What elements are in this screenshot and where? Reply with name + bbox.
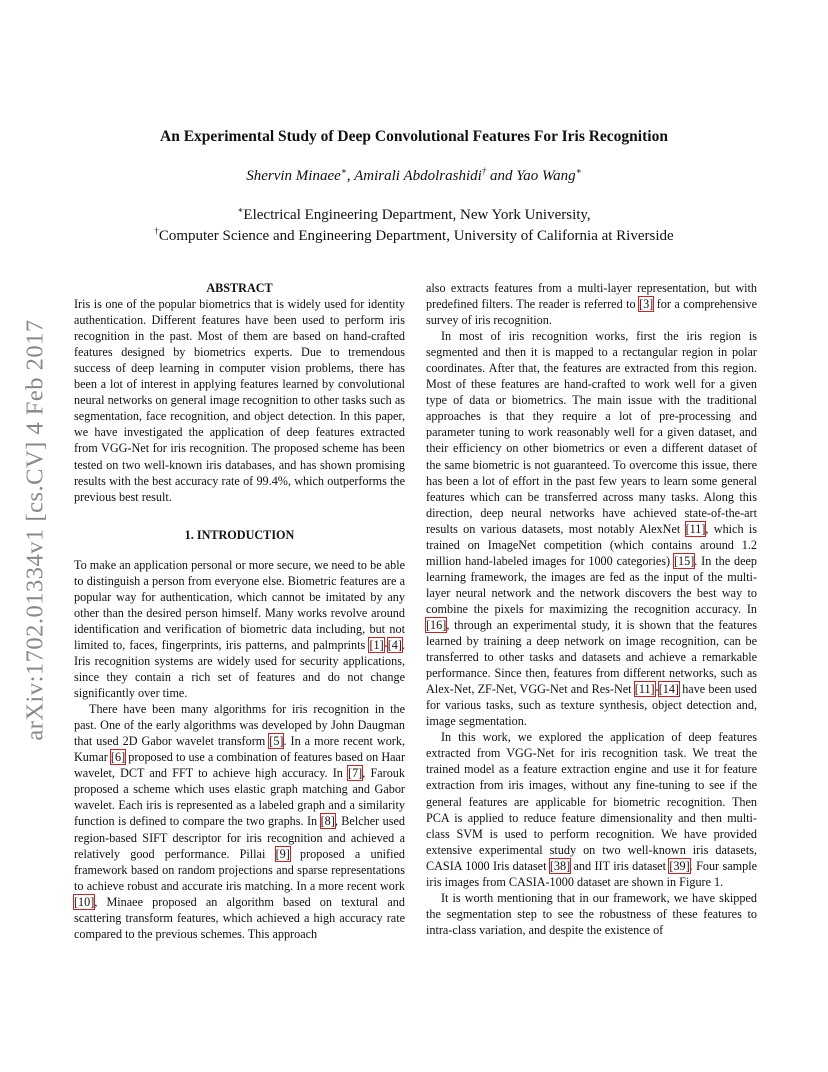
text-run: also extracts features from a multi-layer representation, but with predefined filters. The reader is referred to — [426, 281, 757, 312]
author-1: Shervin Minaee — [246, 168, 341, 184]
right-column — [426, 280, 757, 938]
author-1-mark: ∗ — [340, 166, 347, 176]
text-run: , Belcher used region-based SIFT descriptor for iris recognition and achieved a relatively good performance. Pillai — [74, 814, 405, 861]
intro-paragraph-2 — [74, 701, 405, 942]
citation-link[interactable]: [9] — [275, 846, 290, 861]
citation-link[interactable]: [11] — [634, 682, 655, 697]
affiliation-1-mark: ∗ — [237, 205, 244, 215]
affiliation-2-text: Computer Science and Engineering Department, University of California at Riverside — [158, 228, 674, 244]
abstract-text: Iris is one of the popular biometrics that is widely used for identity authentication. Different features have been used to perform iris recognition in the past. Most of them are based on hand-crafted features designed by biometrics experts. Due to tremendous success of deep learning in computer vision problems, there has been a lot of interest in applying features learned by convolutional neural networks on general image recognition to other tasks such as segmentation, face recognition, and object detection. In this paper, we have investigated the application of deep features extracted from VGG-Net for iris recognition. The proposed scheme has been tested on two well-known iris databases, and has shown promising results with the best accuracy rate of 99.4%, which outperforms the previous best result. — [74, 297, 405, 504]
citation-link[interactable]: [16] — [426, 617, 447, 632]
paper-title: An Experimental Study of Deep Convolutional Features For Iris Recognition — [160, 128, 668, 145]
citation-link[interactable]: [5] — [269, 734, 284, 749]
citation-link[interactable]: [8] — [320, 814, 335, 829]
affiliation-2-mark: † — [154, 226, 159, 236]
citation-link[interactable]: [10] — [74, 894, 95, 909]
arxiv-stamp-text: arXiv:1702.01334v1 [cs.CV] 4 Feb 2017 — [22, 319, 50, 741]
affiliations — [0, 205, 828, 247]
citation-link[interactable]: [4] — [387, 637, 402, 652]
intro-paragraph-3 — [426, 280, 757, 328]
intro-paragraph-6: It is worth mentioning that in our framework, we have skipped the segmentation step to see the robustness of these features to intra-class variation, and despite the existence of — [426, 890, 757, 937]
citation-link[interactable]: [11] — [685, 521, 706, 536]
citation-link[interactable]: [15] — [673, 553, 695, 568]
text-run: - — [654, 682, 659, 697]
text-run: In most of iris recognition works, first the iris region is segmented and then it is mapped to a rectangular region in polar coordinates. After that, the features are extracted from this region. Most of these features are hand-crafted to work well for a given type of data or biometrics. The main issue with the traditional approaches is that they require a lot of pre-processing and parameter tuning to work reasonably well for a given dataset, and their efficiency on other biometrics or even a different dataset of the same biometric is not guaranteed. To overcome this issue, there has been a lot of effort in the past few years to learn some general features which can be transferred across many tasks. Along this direction, deep neural networks have achieved state-of-the-art results on various datasets, most notably AlexNet — [426, 329, 757, 536]
citation-link[interactable]: [1] — [369, 637, 384, 652]
author-3: Yao Wang — [516, 168, 576, 184]
introduction-heading: 1. INTRODUCTION — [184, 527, 295, 542]
abstract-heading: ABSTRACT — [206, 281, 273, 295]
text-run: . In the deep learning framework, the images are fed as the input of the multi-layer neural network and the network discovers the best way to combine the pixels for maximizing the recognition accuracy. In — [426, 553, 757, 616]
intro-paragraph-4 — [426, 328, 757, 729]
text-run: proposed to use a combination of features based on Haar wavelet, DCT and FFT to achieve high accuracy. In — [74, 750, 405, 781]
left-column — [74, 280, 405, 942]
text-run: , Minaee proposed an algorithm based on textural and scattering transform features, which achieved a high accuracy rate compared to the previous schemes. This approach — [74, 894, 405, 941]
intro-paragraph-1 — [74, 557, 405, 701]
text-run: To make an application personal or more secure, we need to be able to distinguish a person from everyone else. Biometric features are a popular way for authentication, which cannot be imitated by any other than the desired person himself. Many works revolve around identification and verification of biometric data including, but not limited to, faces, fingerprints, iris patterns, and palmprints — [74, 557, 405, 652]
text-run: , through an experimental study, it is shown that the features learned by training a deep network on image recognition, can be transferred to other tasks and datasets and achieve a remarkable performance. Since then, features from different networks, such as Alex-Net, ZF-Net, VGG-Net and Res-Net — [426, 617, 757, 697]
text-run: In this work, we explored the application of deep features extracted from VGG-Net for iris recognition task. We treat the trained model as a feature extraction engine and use it for feature extraction from iris images, without any fine-tuning to see if the general features are applicable for biometric recognition. Then PCA is applied to reduce feature dimensionality and then multi-class SVM is used to perform recognition. We have provided extensive experimental study on two well-known iris datasets, CASIA 1000 Iris dataset — [426, 730, 757, 873]
citation-link[interactable]: [38] — [549, 858, 571, 873]
text-run: , which is trained on ImageNet competition (which contains around 1.2 million hand-labeled images for 1000 categories) — [426, 521, 758, 568]
author-separator: , — [346, 168, 355, 184]
citation-link[interactable]: [7] — [348, 766, 363, 781]
citation-link[interactable]: [3] — [639, 297, 654, 312]
author-separator: and — [486, 168, 517, 184]
intro-paragraph-5 — [426, 729, 757, 889]
text-run: proposed a unified framework based on random projections and sparse representations to achieve robust and accurate iris matching. In a more recent work — [74, 846, 405, 893]
author-2-mark: † — [481, 166, 487, 176]
affiliation-2 — [0, 226, 828, 247]
citation-link[interactable]: [14] — [658, 682, 679, 697]
text-run: and IIT iris dataset — [570, 858, 670, 873]
citation-link[interactable]: [6] — [110, 750, 126, 765]
author-2: Amirali Abdolrashidi — [354, 168, 482, 184]
text-run: . Four sample iris images from CASIA-1000 dataset are shown in Figure 1. — [426, 858, 758, 889]
text-run: There have been many algorithms for iris recognition in the past. One of the early algorithms was developed by John Daugman that used 2D Gabor wavelet transform — [74, 702, 405, 749]
author-3-mark: ∗ — [575, 166, 582, 176]
citation-link[interactable]: [39] — [669, 858, 690, 873]
text-run: , Farouk proposed a scheme which uses elastic graph matching and Gabor wavelet. Each iris is represented as a labeled graph and a similarity function is defined to compare the two graphs. In — [74, 766, 405, 829]
text-run: . Iris recognition systems are widely used for security applications, since they contain a rich set of features and do not change significantly over time. — [74, 637, 405, 701]
text-run: for a comprehensive survey of iris recognition. — [426, 297, 757, 328]
text-run: - — [383, 637, 388, 652]
affiliation-1-text: Electrical Engineering Department, New York University, — [243, 207, 591, 223]
affiliation-1 — [0, 205, 828, 226]
text-run: . In a more recent work, Kumar — [74, 734, 406, 765]
arxiv-stamp — [16, 290, 56, 770]
author-list — [0, 168, 828, 185]
text-run: have been used for various tasks, such as texture synthesis, object detection and, image segmentation. — [426, 682, 757, 729]
